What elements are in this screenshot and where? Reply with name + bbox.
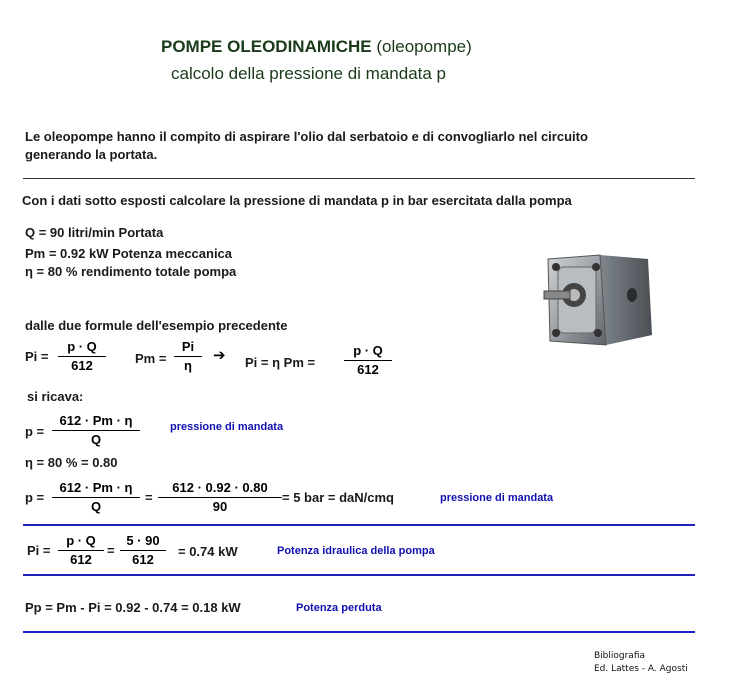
f3-den2: 90 (212, 499, 228, 514)
f1-pi2-num: p · Q (353, 343, 383, 358)
biblio-title: Bibliografia (594, 651, 646, 661)
fraction-bar (58, 550, 104, 551)
f3-num2: 612 · 0.92 · 0.80 (172, 480, 268, 495)
f1-pi2-den: 612 (357, 362, 379, 377)
f1-pm-fraction (174, 339, 202, 374)
f2-den: Q (90, 432, 102, 447)
fraction-bar (52, 497, 140, 498)
f4-den2: 612 (132, 552, 154, 567)
divider-blue-2 (23, 574, 695, 576)
f1-pm-lhs: Pm = (135, 351, 167, 366)
f3-fraction-1 (52, 480, 140, 515)
f1-pi2-fraction (344, 343, 392, 378)
fraction-bar (174, 356, 202, 357)
fraction-bar (120, 550, 166, 551)
f3-label: pressione di mandata (440, 492, 554, 504)
f4-fraction-2 (120, 533, 166, 568)
fraction-bar (344, 360, 392, 361)
f1-pi-fraction (58, 339, 106, 374)
given-flow: Q = 90 litri/min Portata (25, 225, 164, 240)
divider-blue-3 (23, 631, 695, 633)
f1-pi-num: p · Q (67, 339, 97, 354)
f4-eq: = (107, 543, 115, 558)
f4-lhs: Pi = (27, 543, 51, 558)
f3-fraction-2 (158, 480, 282, 515)
title-main: POMPE OLEODINAMICHE (161, 37, 372, 56)
f1-pi-den: 612 (71, 358, 93, 373)
arrow-right-icon: ➔ (213, 346, 226, 364)
derive-label: si ricava: (27, 389, 84, 404)
divider-top (23, 178, 695, 179)
f2-fraction (52, 413, 140, 448)
f3-den1: Q (90, 499, 102, 514)
task-statement: Con i dati sotto esposti calcolare la pressione di mandata p in bar esercitata dalla pompa (22, 193, 572, 208)
f3-result: = 5 bar = daN/cmq (282, 490, 394, 505)
f5-label: Potenza perduta (296, 602, 382, 614)
f4-num2: 5 · 90 (126, 533, 160, 548)
f3-lhs: p = (25, 490, 45, 505)
f1-pi-lhs: Pi = (25, 349, 49, 364)
biblio-source: Ed. Lattes - A. Agosti (594, 664, 688, 674)
page-title (161, 37, 472, 57)
f1-pm-den: η (184, 358, 192, 373)
f3-eq: = (145, 490, 153, 505)
f2-num: 612 · Pm · η (59, 413, 133, 428)
f4-fraction-1 (58, 533, 104, 568)
intro-line-1: Le oleopompe hanno il compito di aspirare l'olio dal serbatoio e di convogliarlo nel circuito (25, 129, 588, 144)
f4-result: = 0.74 kW (178, 544, 238, 559)
f4-num1: p · Q (66, 533, 96, 548)
fraction-bar (58, 356, 106, 357)
formulas-intro: dalle due formule dell'esempio precedente (25, 318, 288, 333)
f1-pm-num: Pi (181, 339, 195, 354)
f2-lhs: p = (25, 424, 45, 439)
f2-label: pressione di mandata (170, 421, 284, 433)
title-paren: (oleopompe) (371, 37, 472, 56)
f4-label: Potenza idraulica della pompa (277, 545, 435, 557)
f4-den1: 612 (70, 552, 92, 567)
f1-pi2-lhs: Pi = η Pm = (245, 355, 316, 370)
divider-blue-1 (23, 524, 695, 526)
given-efficiency: η = 80 % rendimento totale pompa (25, 264, 237, 279)
fraction-bar (158, 497, 282, 498)
fraction-bar (52, 430, 140, 431)
f3-num1: 612 · Pm · η (59, 480, 133, 495)
gear-pump-image (540, 245, 660, 357)
eta-value: η = 80 % = 0.80 (25, 455, 118, 470)
f5-text: Pp = Pm - Pi = 0.92 - 0.74 = 0.18 kW (25, 600, 241, 615)
page-subtitle: calcolo della pressione di mandata p (171, 64, 447, 83)
given-mech-power: Pm = 0.92 kW Potenza meccanica (25, 246, 233, 261)
intro-line-2: generando la portata. (25, 147, 158, 162)
